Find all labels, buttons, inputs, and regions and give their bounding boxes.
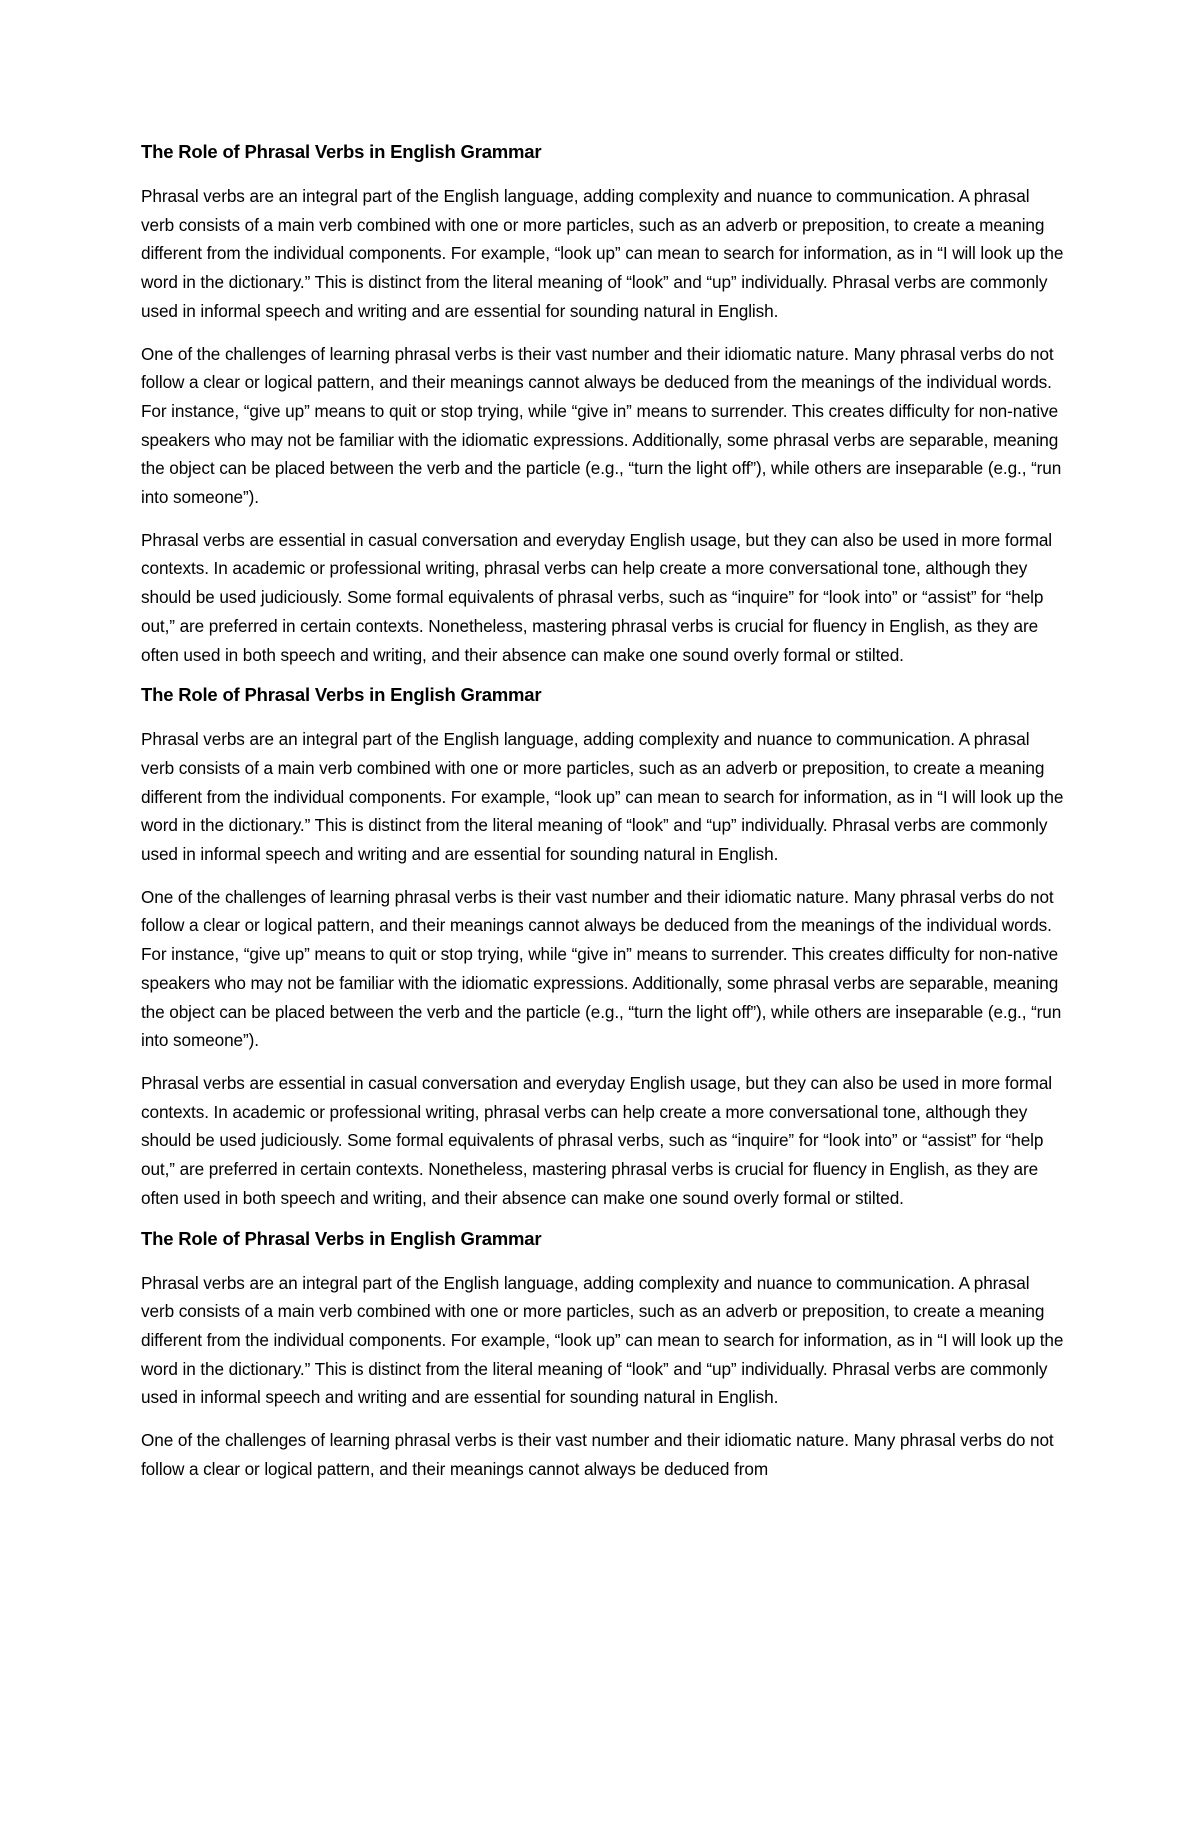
paragraph: Phrasal verbs are an integral part of the English language, adding complexity and nuance to communication. A phrasal verb consists of a main verb combined with one or more particles, such as an adverb or preposition, to create a meaning different from the individual components. For example, “look up” can mean to search for information, as in “I will look up the word in the dictionary.” This is distinct from the literal meaning of “look” and “up” individually. Phrasal verbs are commonly used in informal speech and writing and are essential for sounding natural in English. [141,186,1064,321]
paragraph: Phrasal verbs are an integral part of the English language, adding complexity and nuance to communication. A phrasal verb consists of a main verb combined with one or more particles, such as an adverb or preposition, to create a meaning different from the individual components. For example, “look up” can mean to search for information, as in “I will look up the word in the dictionary.” This is distinct from the literal meaning of “look” and “up” individually. Phrasal verbs are commonly used in informal speech and writing and are essential for sounding natural in English. [141,729,1064,865]
section-heading: The Role of Phrasal Verbs in English Grammar [141,1227,542,1249]
section-2 [141,683,1066,1212]
section-heading: The Role of Phrasal Verbs in English Grammar [141,684,542,706]
paragraph: Phrasal verbs are an integral part of the English language, adding complexity and nuance to communication. A phrasal verb consists of a main verb combined with one or more particles, such as an adverb or preposition, to create a meaning different from the individual components. For example, “look up” can mean to search for information, as in “I will look up the word in the dictionary.” This is distinct from the literal meaning of “look” and “up” individually. Phrasal verbs are commonly used in informal speech and writing and are essential for sounding natural in English. [141,1272,1064,1408]
paragraph: One of the challenges of learning phrasal verbs is their vast number and their idiomatic nature. Many phrasal verbs do not follow a clear or logical pattern, and their meanings cannot always be deduced from the meanings of the individual words. For instance, “give up” means to quit or stop trying, while “give in” means to surrender. This creates difficulty for non-native speakers who may not be familiar with the idiomatic expressions. Additionally, some phrasal verbs are separable, meaning the object can be placed between the verb and the particle (e.g., “turn the light off”), while others are inseparable (e.g., “run into someone”). [141,886,1062,1051]
paragraph: One of the challenges of learning phrasal verbs is their vast number and their idiomatic nature. Many phrasal verbs do not follow a clear or logical pattern, and their meanings cannot always be deduced from the meanings of the individual words. For instance, “give up” means to quit or stop trying, while “give in” means to surrender. This creates difficulty for non-native speakers who may not be familiar with the idiomatic expressions. Additionally, some phrasal verbs are separable, meaning the object can be placed between the verb and the particle (e.g., “turn the light off”), while others are inseparable (e.g., “run into someone”). [141,343,1062,508]
paragraph: Phrasal verbs are essential in casual conversation and everyday English usage, but they can also be used in more formal contexts. In academic or professional writing, phrasal verbs can help create a more conversational tone, although they should be used judiciously. Some formal equivalents of phrasal verbs, such as “inquire” for “look into” or “assist” for “help out,” are preferred in certain contexts. Nonetheless, mastering phrasal verbs is crucial for fluency in English, as they are often used in both speech and writing, and their absence can make one sound overly formal or stilted. [141,1072,1053,1208]
section-1 [141,140,1066,669]
document-page [141,140,1066,1497]
section-3 [141,1227,1066,1484]
paragraph: Phrasal verbs are essential in casual conversation and everyday English usage, but they can also be used in more formal contexts. In academic or professional writing, phrasal verbs can help create a more conversational tone, although they should be used judiciously. Some formal equivalents of phrasal verbs, such as “inquire” for “look into” or “assist” for “help out,” are preferred in certain contexts. Nonetheless, mastering phrasal verbs is crucial for fluency in English, as they are often used in both speech and writing, and their absence can make one sound overly formal or stilted. [141,529,1053,665]
paragraph: One of the challenges of learning phrasal verbs is their vast number and their idiomatic nature. Many phrasal verbs do not follow a clear or logical pattern, and their meanings cannot always be deduced from [141,1430,1054,1479]
section-heading: The Role of Phrasal Verbs in English Grammar [141,141,542,162]
